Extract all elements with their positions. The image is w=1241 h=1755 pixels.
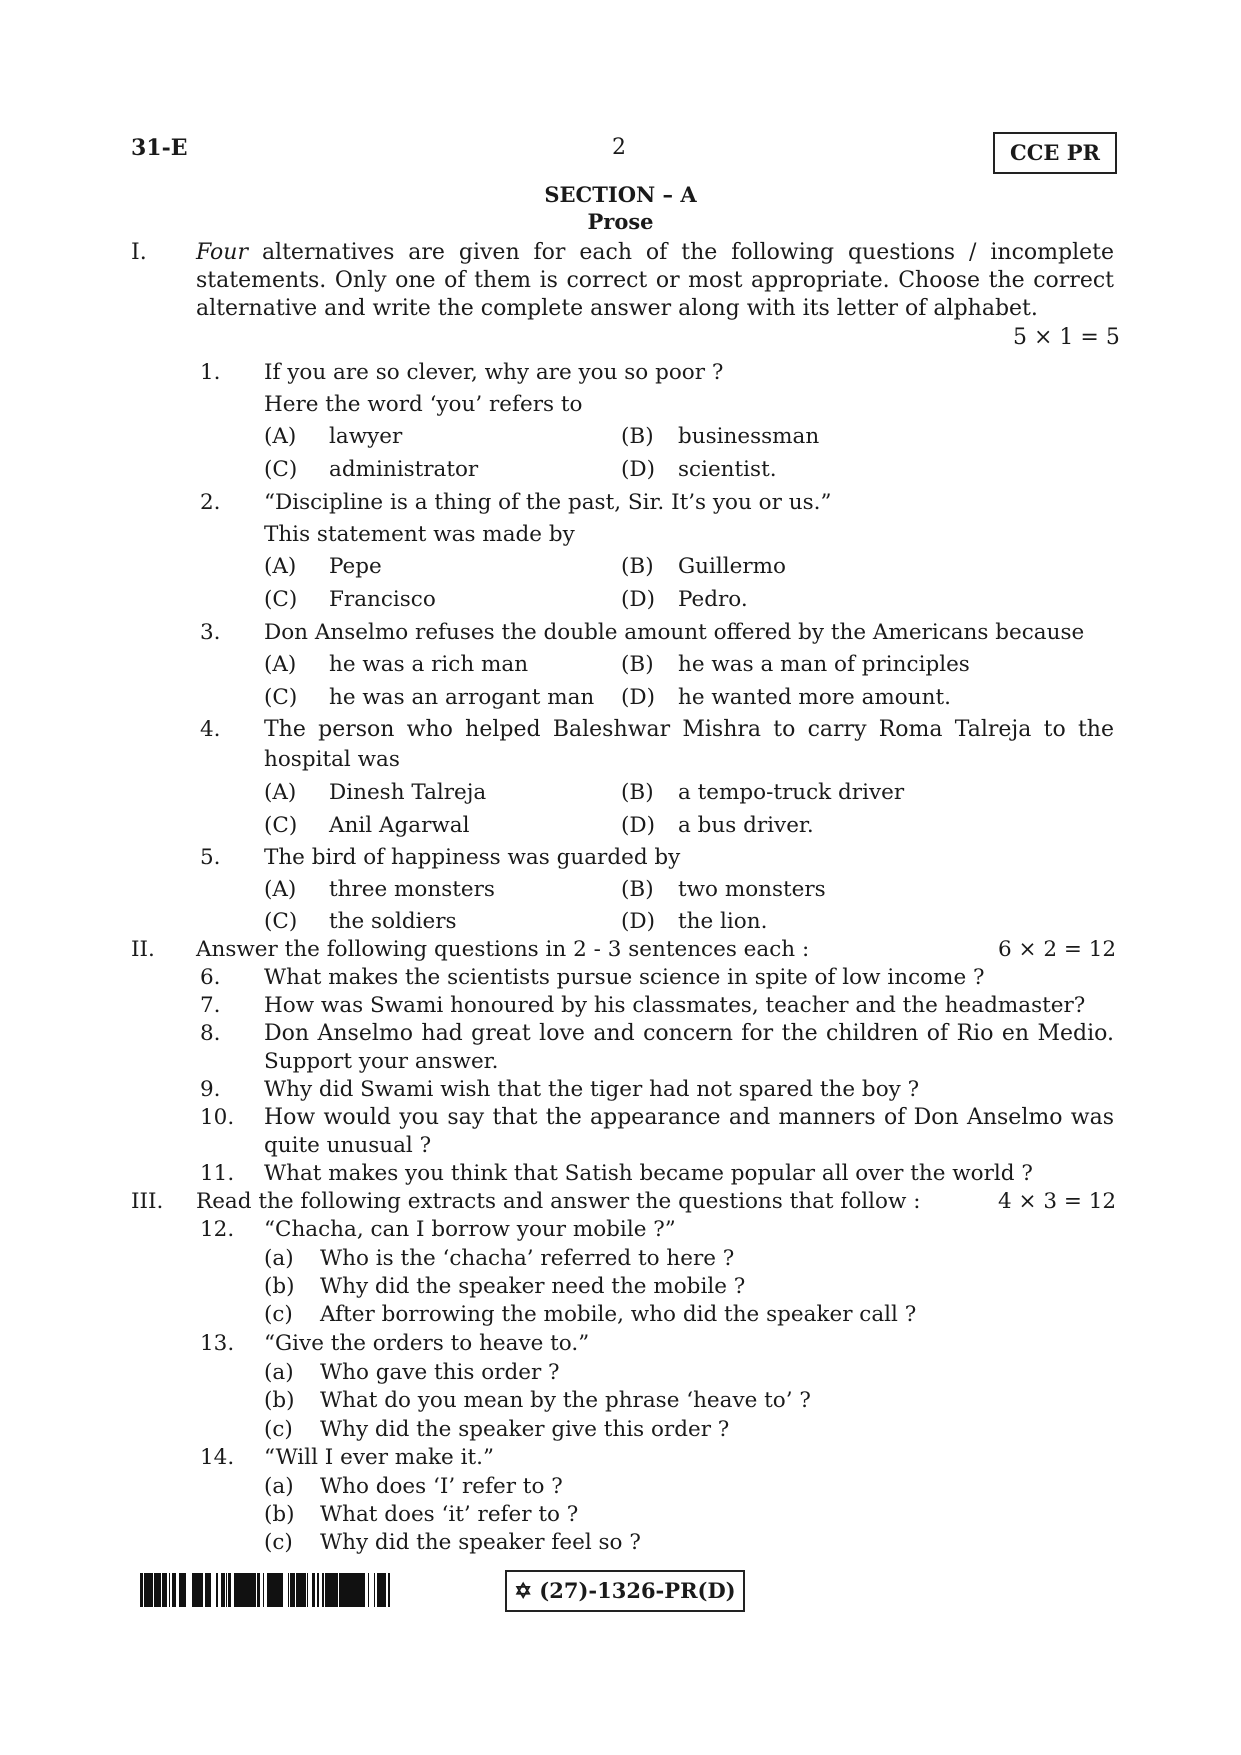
section-title: SECTION – A [544, 182, 697, 207]
extract-quote: “Give the orders to heave to.” [264, 1331, 590, 1356]
sub-question: Why did the speaker give this order ? [320, 1417, 730, 1442]
question-number: 14. [200, 1445, 235, 1470]
option-letter: (C) [264, 457, 298, 482]
option-text: businessman [678, 424, 820, 449]
question-text: What makes the scientists pursue science in spite of low income ? [264, 965, 985, 990]
option-letter: (A) [264, 554, 297, 579]
option-text: a tempo-truck driver [678, 780, 905, 805]
option-text: three monsters [329, 877, 495, 902]
option-letter: (D) [621, 909, 656, 934]
option-text: scientist. [678, 457, 777, 482]
sub-question: What do you mean by the phrase ‘heave to’ ? [320, 1388, 811, 1413]
option-text: the soldiers [329, 909, 457, 934]
question-number: 13. [200, 1331, 235, 1356]
sub-letter: (c) [264, 1302, 293, 1327]
question-number: 5. [200, 845, 221, 870]
sub-letter: (b) [264, 1502, 295, 1527]
question-number: 1. [200, 360, 221, 385]
paper-code: 31-E [131, 135, 188, 161]
option-text: Pedro. [678, 587, 748, 612]
sub-letter: (c) [264, 1530, 293, 1555]
question-number: 4. [200, 717, 221, 742]
footer-code: (27)-1326-PR(D) [539, 1578, 736, 1603]
question-text: Why did Swami wish that the tiger had not spared the boy ? [264, 1077, 920, 1102]
part1-marks: 5 × 1 = 5 [1013, 325, 1120, 350]
option-text: Anil Agarwal [329, 813, 470, 838]
sub-question: Who is the ‘chacha’ referred to here ? [320, 1246, 735, 1271]
sub-letter: (a) [264, 1360, 294, 1385]
option-text: administrator [329, 457, 479, 482]
question-text: quite unusual ? [264, 1133, 432, 1158]
option-letter: (A) [264, 780, 297, 805]
cce-pr-box: CCE PR [993, 132, 1117, 174]
part3-intro: Read the following extracts and answer the questions that follow : [196, 1189, 921, 1214]
sub-letter: (b) [264, 1274, 295, 1299]
option-letter: (B) [621, 554, 654, 579]
option-text: lawyer [329, 424, 403, 449]
question-text: Don Anselmo refuses the double amount offered by the Americans because [264, 620, 1085, 645]
option-letter: (C) [264, 685, 298, 710]
option-letter: (B) [621, 780, 654, 805]
question-text: Support your answer. [264, 1049, 499, 1074]
option-text: Dinesh Talreja [329, 780, 487, 805]
question-number: 9. [200, 1077, 221, 1102]
sub-question: Why did the speaker need the mobile ? [320, 1274, 746, 1299]
question-text: If you are so clever, why are you so poor ? [264, 360, 724, 385]
footer-code-box [505, 1570, 745, 1612]
question-text: This statement was made by [264, 522, 575, 547]
question-number: 8. [200, 1021, 221, 1046]
option-letter: (B) [621, 652, 654, 677]
question-text: What makes you think that Satish became popular all over the world ? [264, 1161, 1033, 1186]
question-number: 6. [200, 965, 221, 990]
part2-marks: 6 × 2 = 12 [998, 937, 1117, 962]
part2-numeral: II. [131, 937, 155, 962]
part1-intro-line1-rest: alternatives are given for each of the following questions / incomplete [261, 240, 1114, 265]
question-text: Here the word ‘you’ refers to [264, 392, 583, 417]
sub-question: Who gave this order ? [320, 1360, 560, 1385]
question-number: 7. [200, 993, 221, 1018]
sub-question: Who does ‘I’ refer to ? [320, 1474, 563, 1499]
part1-numeral: I. [131, 240, 147, 265]
option-text: two monsters [678, 877, 826, 902]
option-text: Pepe [329, 554, 382, 579]
question-number: 2. [200, 490, 221, 515]
question-number: 3. [200, 620, 221, 645]
sub-letter: (c) [264, 1417, 293, 1442]
option-letter: (B) [621, 877, 654, 902]
option-letter: (A) [264, 652, 297, 677]
question-text: The bird of happiness was guarded by [264, 845, 681, 870]
option-letter: (C) [264, 909, 298, 934]
part1-intro-italic: Four [196, 240, 248, 265]
option-text: he was an arrogant man [329, 685, 595, 710]
option-text: the lion. [678, 909, 768, 934]
sub-letter: (b) [264, 1388, 295, 1413]
option-letter: (C) [264, 587, 298, 612]
sub-question: Why did the speaker feel so ? [320, 1530, 641, 1555]
option-letter: (D) [621, 457, 656, 482]
sub-letter: (a) [264, 1474, 294, 1499]
question-text: How would you say that the appearance and manners of Don Anselmo was [264, 1105, 1114, 1130]
question-number: 11. [200, 1161, 235, 1186]
extract-quote: “Will I ever make it.” [264, 1445, 494, 1470]
part3-marks: 4 × 3 = 12 [998, 1189, 1117, 1214]
option-letter: (A) [264, 424, 297, 449]
sub-question: What does ‘it’ refer to ? [320, 1502, 579, 1527]
option-text: he was a rich man [329, 652, 529, 677]
option-letter: (D) [621, 587, 656, 612]
part2-intro: Answer the following questions in 2 - 3 sentences each : [196, 937, 810, 962]
section-subtitle: Prose [587, 209, 654, 234]
sub-question: After borrowing the mobile, who did the speaker call ? [320, 1302, 917, 1327]
question-text: “Discipline is a thing of the past, Sir. It’s you or us.” [264, 490, 832, 515]
option-letter: (A) [264, 877, 297, 902]
option-text: a bus driver. [678, 813, 814, 838]
option-text: he was a man of principles [678, 652, 970, 677]
option-text: Francisco [329, 587, 436, 612]
option-text: Guillermo [678, 554, 786, 579]
part1-intro-line2: statements. Only one of them is correct or most appropriate. Choose the correct [196, 268, 1114, 293]
barcode-icon [140, 1573, 390, 1607]
option-letter: (B) [621, 424, 654, 449]
option-letter: (D) [621, 813, 656, 838]
page-number: 2 [612, 135, 626, 160]
question-number: 12. [200, 1217, 235, 1242]
star-of-david-icon: ✡ [514, 1578, 532, 1603]
option-letter: (D) [621, 685, 656, 710]
extract-quote: “Chacha, can I borrow your mobile ?” [264, 1217, 676, 1242]
part3-numeral: III. [131, 1189, 164, 1214]
option-text: he wanted more amount. [678, 685, 951, 710]
question-number: 10. [200, 1105, 235, 1130]
part1-intro-line1 [196, 240, 1114, 265]
sub-letter: (a) [264, 1246, 294, 1271]
question-text: The person who helped Baleshwar Mishra to carry Roma Talreja to the [264, 717, 1114, 742]
question-text: Don Anselmo had great love and concern for the children of Rio en Medio. [264, 1021, 1114, 1046]
option-letter: (C) [264, 813, 298, 838]
question-text: hospital was [264, 747, 400, 772]
part1-intro-line3: alternative and write the complete answer along with its letter of alphabet. [196, 296, 1038, 321]
question-text: How was Swami honoured by his classmates, teacher and the headmaster? [264, 993, 1086, 1018]
